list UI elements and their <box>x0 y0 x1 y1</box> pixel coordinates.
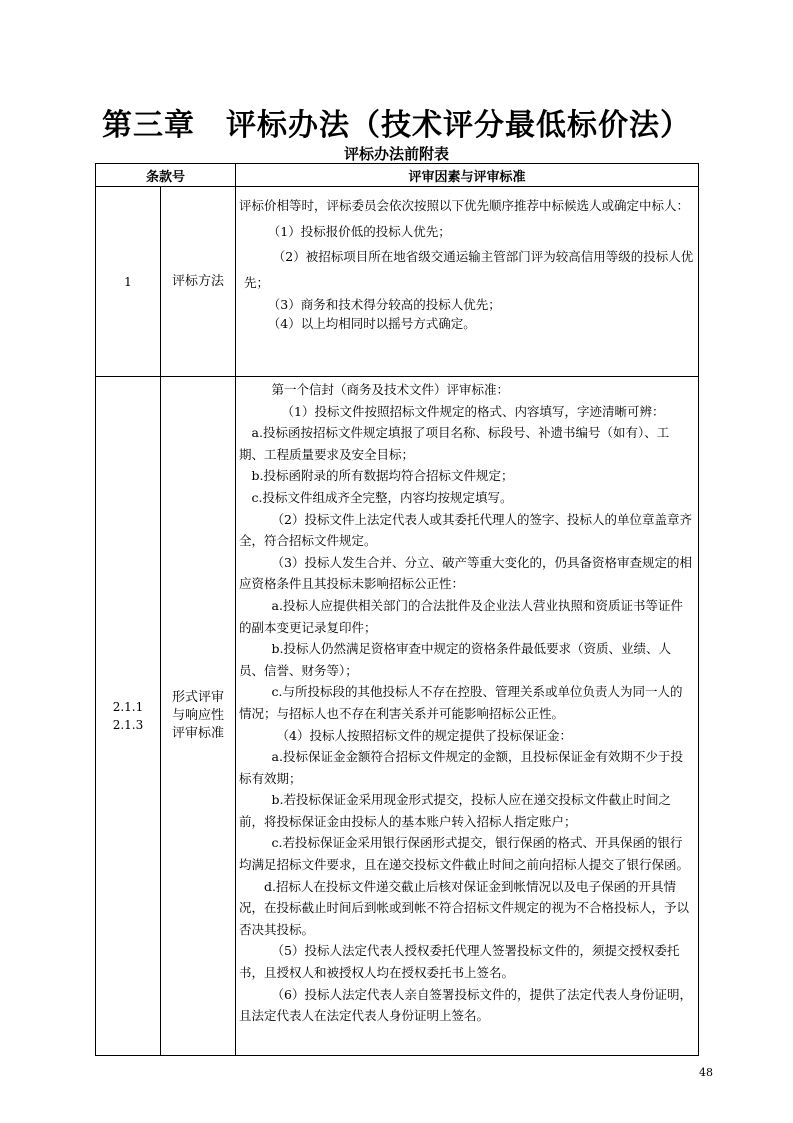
content-line: （3）投标人发生合并、分立、破产等重大变化的，仍具备资格审查规定的相应资格条件且其投标未影响招标公正性： <box>239 554 692 592</box>
page-number: 48 <box>699 1066 713 1079</box>
clause-name <box>161 377 236 1056</box>
content-line: （2）被招标项目所在地省级交通运输主管部门评为较高信用等级的投标人优先； <box>244 249 694 290</box>
clause-content <box>236 377 699 1056</box>
content-line: （6）投标人法定代表人亲自签署投标文件的，提供了法定代表人身份证明，且法定代表人在法定代表人身份证明上签名。 <box>239 986 692 1024</box>
content-line: （1）投标文件按照招标文件规定的格式、内容填写，字迹清晰可辨： <box>281 403 665 419</box>
table-caption: 评标办法前附表 <box>343 145 449 163</box>
header-clause-number: 条款号 <box>96 164 236 187</box>
content-line: a.投标函按招标文件规定填报了项目名称、标段号、补遗书编号（如有）、工期、工程质量要求及安全目标； <box>239 425 670 462</box>
content-line: a.投标保证金金额符合招标文件规定的金额，且投标保证金有效期不少于投标有效期； <box>239 749 683 786</box>
table-header-row <box>96 164 699 187</box>
content-line: （2）投标文件上法定代表人或其委托代理人的签字、投标人的单位章盖章齐全，符合招标文件规定。 <box>239 511 692 549</box>
clause-content <box>236 187 699 377</box>
clause-name-line: 形式评审 <box>172 690 225 705</box>
content-line: 第一个信封（商务及技术文件）评审标准： <box>271 382 510 397</box>
content-line: c.与所投标段的其他投标人不存在控股、管理关系或单位负责人为同一人的情况；与招标人也不存在利害关系并可能影响招标公正性。 <box>239 684 683 721</box>
content-line: 评标价相等时，评标委员会依次按照以下优先顺序推荐中标候选人或确定中标人： <box>239 198 690 213</box>
page-title: 第三章 评标办法（技术评分最低标价法） <box>102 108 691 143</box>
clause-number-a: 2.1.1 <box>112 700 144 714</box>
content-line: b.投标人仍然满足资格审查中规定的资格条件最低要求（资质、业绩、人员、信誉、财务等）； <box>239 641 671 678</box>
clause-number <box>96 377 161 1056</box>
content-line: （3）商务和技术得分较高的投标人优先； <box>267 297 501 312</box>
content-line: c.若投标保证金采用银行保函形式提交，银行保函的格式、开具保函的银行均满足招标文件要求，且在递交投标文件截止时间之前向招标人提交了银行保函。 <box>239 835 690 873</box>
header-criteria: 评审因素与评审标准 <box>236 164 699 187</box>
clause-number-b: 2.1.3 <box>112 718 144 732</box>
content-line: （5）投标人法定代表人授权委托代理人签署投标文件的，须提交授权委托书，且授权人和被授权人均在授权委托书上签名。 <box>239 943 680 981</box>
content-line: （4）以上均相同时以摇号方式确定。 <box>267 316 476 331</box>
content-line: a.投标人应提供相关部门的合法批件及企业法人营业执照和资质证书等证件的副本变更记录复印件； <box>239 597 683 635</box>
content-line: c.投标文件组成齐全完整，内容均按规定填写。 <box>251 489 513 505</box>
content-line: b.投标函附录的所有数据均符合招标文件规定； <box>251 468 514 484</box>
content-line: d.招标人在投标文件递交截止后核对保证金到帐情况以及电子保函的开具情况，在投标截止时间后到帐或到帐不符合招标文件规定的视为不合格投标人，予以否决其投标。 <box>239 878 690 937</box>
evaluation-table <box>95 163 699 1056</box>
content-line: （4）投标人按照招标文件的规定提供了投标保证金： <box>276 727 572 743</box>
clause-name-line: 评审标准 <box>172 726 225 741</box>
clause-name-line: 与响应性 <box>172 708 225 723</box>
content-line: （1）投标报价低的投标人优先； <box>267 223 451 239</box>
table-row <box>96 377 699 1056</box>
clause-name: 评标方法 <box>161 187 236 377</box>
table-row <box>96 187 699 377</box>
clause-number: 1 <box>96 187 161 377</box>
content-line: b.若投标保证金采用现金形式提交，投标人应在递交投标文件截止时间之前，将投标保证金由投标人的基本账户转入招标人指定账户； <box>239 792 671 829</box>
